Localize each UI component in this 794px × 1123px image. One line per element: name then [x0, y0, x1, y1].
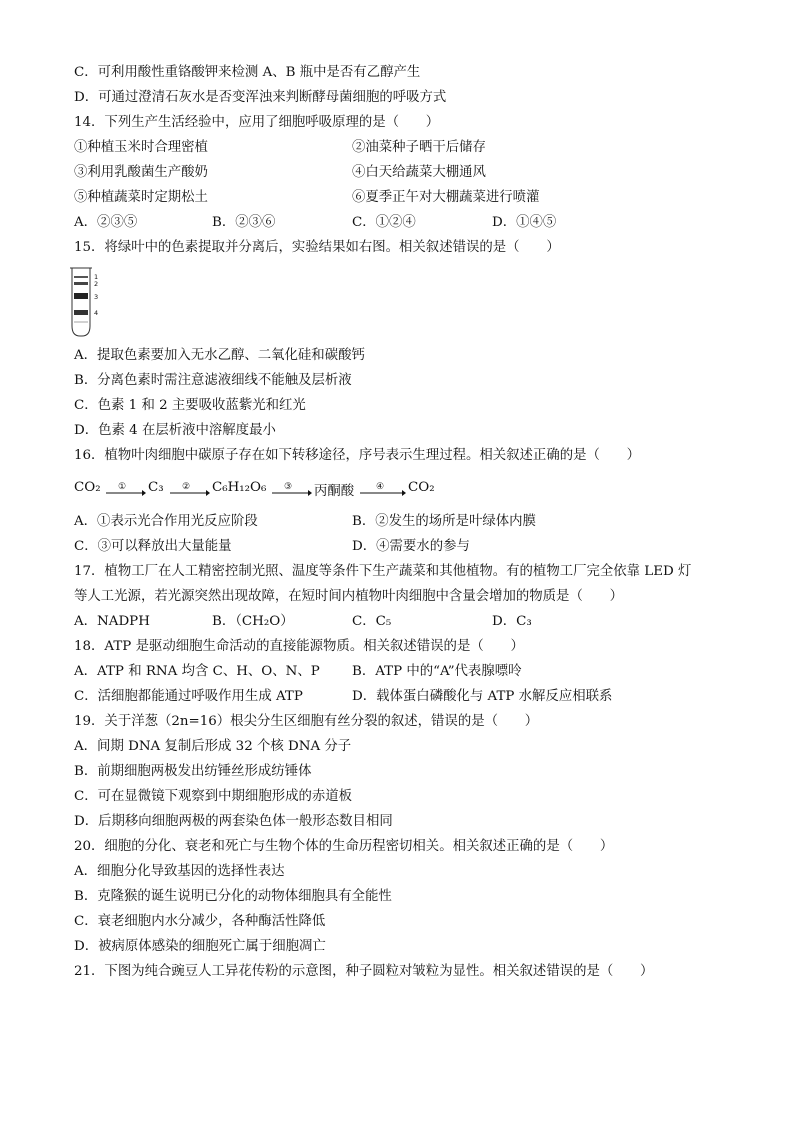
- q14-option-a: A．②③⑤: [74, 215, 138, 230]
- q14-item-6: ⑥夏季正午对大棚蔬菜进行喷灌: [352, 190, 540, 205]
- q14-item-5: ⑤种植蔬菜时定期松土: [74, 190, 208, 205]
- q17-stem-line-2: 等人工光源，若光源突然出现故障，在短时间内植物叶肉细胞中含量会增加的物质是（ ）: [74, 589, 624, 604]
- q18-option-a: A．ATP 和 RNA 均含 C、H、O、N、P: [74, 664, 320, 679]
- q19-stem: 19．关于洋葱（2n=16）根尖分生区细胞有丝分裂的叙述，错误的是（ ）: [74, 714, 539, 729]
- svg-text:③: ③: [284, 482, 293, 492]
- q18-option-c: C．活细胞都能通过呼吸作用生成 ATP: [74, 689, 303, 704]
- q16-option-b: B．②发生的场所是叶绿体内膜: [352, 514, 536, 529]
- svg-text:①: ①: [118, 482, 127, 492]
- band-label-4: 4: [94, 309, 99, 317]
- arrow-step-2: [168, 480, 210, 502]
- q20-option-d: D．被病原体感染的细胞死亡属于细胞凋亡: [74, 939, 326, 954]
- q19-option-c: C．可在显微镜下观察到中期细胞形成的赤道板: [74, 789, 353, 804]
- arrow-step-1: [104, 480, 146, 502]
- q15-option-d: D．色素 4 在层析液中溶解度最小: [74, 423, 276, 438]
- q14-item-3: ③利用乳酸菌生产酸奶: [74, 165, 208, 180]
- prev-option-d: D．可通过澄清石灰水是否变浑浊来判断酵母菌细胞的呼吸方式: [74, 90, 447, 105]
- q19-option-d: D．后期移向细胞两极的两套染色体一般形态数目相同: [74, 814, 393, 829]
- q16-option-d: D．④需要水的参与: [352, 539, 470, 554]
- q20-option-b: B．克隆猴的诞生说明已分化的动物体细胞具有全能性: [74, 889, 392, 904]
- q15-option-a: A．提取色素要加入无水乙醇、二氧化硅和碳酸钙: [74, 348, 365, 363]
- arrow-step-3: [270, 480, 312, 502]
- q18-stem: 18．ATP 是驱动细胞生命活动的直接能源物质。相关叙述错误的是（ ）: [74, 639, 524, 654]
- svg-text:④: ④: [376, 482, 385, 492]
- q16-option-a: A．①表示光合作用光反应阶段: [74, 514, 258, 529]
- prev-option-c: C．可利用酸性重铬酸钾来检测 A、B 瓶中是否有乙醇产生: [74, 65, 421, 80]
- q14-option-c: C．①②④: [352, 215, 416, 230]
- band-label-3: 3: [94, 293, 99, 301]
- q14-item-1: ①种植玉米时合理密植: [74, 140, 208, 155]
- svg-text:②: ②: [182, 482, 191, 492]
- q16-stem: 16．植物叶肉细胞中碳原子存在如下转移途径，序号表示生理过程。相关叙述正确的是（ ）: [74, 448, 641, 463]
- q15-option-b: B．分离色素时需注意滤液细线不能触及层析液: [74, 373, 352, 388]
- q14-option-d: D．①④⑤: [492, 215, 557, 230]
- band-label-2: 2: [94, 280, 99, 288]
- formula-co2-end: CO₂: [408, 480, 435, 495]
- q17-option-a: A．NADPH: [74, 614, 150, 629]
- q16-option-c: C．③可以释放出大量能量: [74, 539, 232, 554]
- formula-pyruvate: 丙酮酸: [314, 484, 355, 499]
- formula-co2-start: CO₂: [74, 480, 101, 495]
- q14-item-2: ②油菜种子晒干后储存: [352, 140, 486, 155]
- pigment-band-1: [74, 276, 88, 278]
- formula-glucose: C₆H₁₂O₆: [212, 480, 267, 495]
- q17-option-c: C．C₅: [352, 614, 392, 629]
- q18-option-d: D．载体蛋白磷酸化与 ATP 水解反应相联系: [352, 689, 613, 704]
- q17-stem-line-1: 17．植物工厂在人工精密控制光照、温度等条件下生产蔬菜和其他植物。有的植物工厂完全依靠 LED 灯: [74, 564, 692, 579]
- q20-stem: 20．细胞的分化、衰老和死亡与生物个体的生命历程密切相关。相关叙述正确的是（ ）: [74, 839, 614, 854]
- q19-option-b: B．前期细胞两极发出纺锤丝形成纺锤体: [74, 764, 312, 779]
- q14-option-b: B．②③⑥: [212, 215, 276, 230]
- q18-option-b: B．ATP 中的“A”代表腺嘌呤: [352, 664, 522, 679]
- q17-option-b: B．（CH₂O）: [212, 614, 294, 629]
- q14-item-4: ④白天给蔬菜大棚通风: [352, 165, 486, 180]
- arrow-step-4: [358, 480, 406, 502]
- pigment-band-4: [74, 310, 88, 315]
- q20-option-a: A．细胞分化导致基因的选择性表达: [74, 864, 285, 879]
- q17-option-d: D．C₃: [492, 614, 532, 629]
- q19-option-a: A．间期 DNA 复制后形成 32 个核 DNA 分子: [74, 739, 352, 754]
- q15-stem: 15．将绿叶中的色素提取并分离后，实验结果如右图。相关叙述错误的是（ ）: [74, 240, 560, 255]
- chromatography-tube-figure: [66, 266, 106, 340]
- q21-stem: 21．下图为纯合豌豆人工异花传粉的示意图，种子圆粒对皱粒为显性。相关叙述错误的是（ ）: [74, 964, 654, 979]
- q14-stem: 14．下列生产生活经验中，应用了细胞呼吸原理的是（ ）: [74, 115, 440, 130]
- formula-c3: C₃: [148, 480, 164, 495]
- q20-option-c: C．衰老细胞内水分减少，各种酶活性降低: [74, 914, 326, 929]
- band-label-1: 1: [94, 273, 99, 281]
- pigment-band-3: [74, 293, 88, 299]
- q15-option-c: C．色素 1 和 2 主要吸收蓝紫光和红光: [74, 398, 306, 413]
- pigment-band-2: [74, 282, 88, 285]
